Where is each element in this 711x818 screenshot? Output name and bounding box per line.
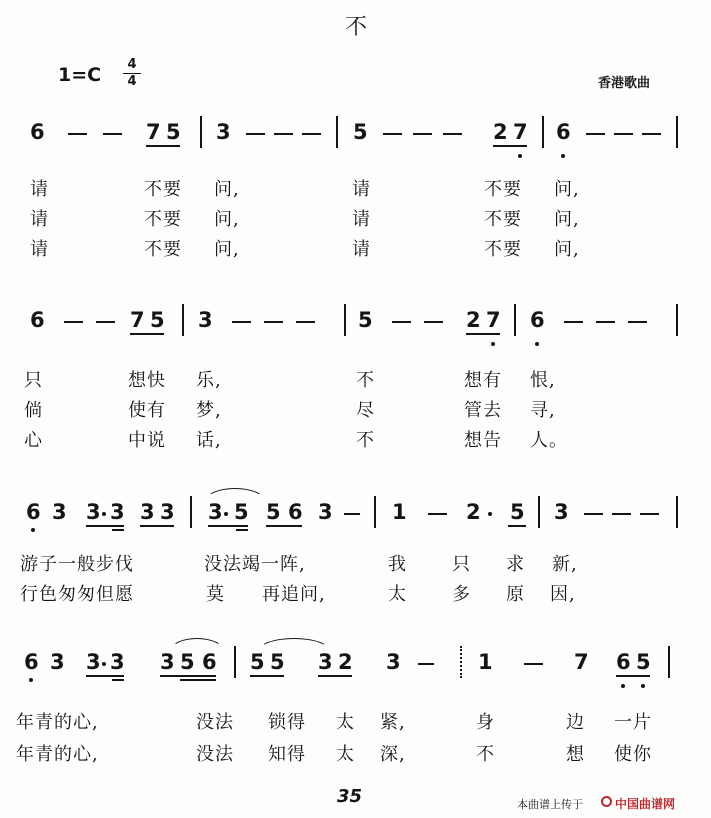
- lyric: 不要: [144, 239, 182, 260]
- barline: [190, 496, 192, 528]
- note: 3: [318, 650, 333, 674]
- note: 5: [180, 650, 195, 674]
- note: 2: [466, 500, 481, 524]
- lyric: 只: [452, 554, 471, 575]
- note: 6: [202, 650, 217, 674]
- note: 2: [466, 308, 481, 332]
- low-octave-dot: [518, 154, 522, 158]
- lyric: 请: [352, 239, 371, 260]
- barline: [182, 304, 184, 336]
- barline: [676, 304, 678, 336]
- dash: [296, 321, 315, 323]
- note: 3: [318, 500, 333, 524]
- dash: [564, 321, 583, 323]
- lyric: 问,: [554, 179, 580, 200]
- beam: [250, 675, 284, 677]
- dash: [586, 133, 605, 135]
- beam: [236, 529, 248, 531]
- beam: [112, 679, 124, 681]
- beam: [146, 145, 180, 147]
- beam: [266, 525, 302, 527]
- dash: [68, 133, 87, 135]
- note: 6: [530, 308, 545, 332]
- lyric: 中说: [128, 430, 166, 451]
- note: 7: [130, 308, 145, 332]
- lyric: 游子一般步伐: [20, 554, 134, 575]
- beam: [160, 675, 216, 677]
- beam: [466, 333, 500, 335]
- note: 6: [30, 308, 45, 332]
- note: 3: [198, 308, 213, 332]
- note: 7: [146, 120, 161, 144]
- dash: [103, 133, 122, 135]
- note: 5: [353, 120, 368, 144]
- beam: [493, 145, 527, 147]
- note: 6: [24, 650, 39, 674]
- page-number: 35: [337, 786, 363, 807]
- lyric: 不要: [484, 239, 522, 260]
- lyric: 太: [336, 712, 355, 733]
- dot-modifier: [102, 662, 106, 666]
- lyric: 不要: [484, 179, 522, 200]
- key-signature: 1=C: [58, 64, 102, 86]
- lyric: 话,: [196, 430, 222, 451]
- lyric: 请: [352, 209, 371, 230]
- lyric: 使你: [614, 744, 652, 765]
- lyric: 多: [452, 584, 471, 605]
- note: 3: [160, 650, 175, 674]
- beam: [180, 679, 216, 681]
- note: 6: [288, 500, 303, 524]
- time-sig-bottom: 4: [127, 74, 137, 89]
- dash: [596, 321, 615, 323]
- lyric: 管去: [464, 400, 502, 421]
- low-octave-dot: [29, 678, 33, 682]
- lyric: 一片: [614, 712, 652, 733]
- lyric: 问,: [554, 239, 580, 260]
- barline: [538, 496, 540, 528]
- note: 5: [250, 650, 265, 674]
- lyric: 莫: [206, 584, 225, 605]
- lyric: 人。: [530, 430, 568, 451]
- dash: [392, 321, 411, 323]
- note: 7: [486, 308, 501, 332]
- note: 3: [86, 500, 101, 524]
- barline: [234, 646, 236, 678]
- lyric: 边: [566, 712, 585, 733]
- lyric: 行色匆匆但愿: [20, 584, 134, 605]
- lyric: 年青的心,: [16, 712, 99, 733]
- note: 5: [234, 500, 249, 524]
- beam: [86, 675, 124, 677]
- beam: [616, 675, 650, 677]
- barline: [460, 646, 462, 678]
- note: 3: [50, 650, 65, 674]
- lyric: 寻,: [530, 400, 556, 421]
- barline: [200, 116, 202, 148]
- barline: [336, 116, 338, 148]
- low-octave-dot: [491, 342, 495, 346]
- dash: [428, 513, 447, 515]
- barline: [514, 304, 516, 336]
- lyric: 想有: [464, 370, 502, 391]
- dash: [524, 663, 543, 665]
- barline: [542, 116, 544, 148]
- staff-row-1: [0, 112, 711, 152]
- lyric: 因,: [550, 584, 576, 605]
- beam: [86, 525, 124, 527]
- lyric: 不: [476, 744, 495, 765]
- note: 7: [574, 650, 589, 674]
- note: 3: [110, 650, 125, 674]
- lyric: 梦,: [196, 400, 222, 421]
- lyric: 心: [24, 430, 43, 451]
- site-logo-icon: [601, 796, 612, 807]
- barline: [344, 304, 346, 336]
- page-title: 不: [345, 15, 368, 40]
- note: 3: [386, 650, 401, 674]
- barline: [676, 116, 678, 148]
- low-octave-dot: [561, 154, 565, 158]
- note: 3: [110, 500, 125, 524]
- lyric: 年青的心,: [16, 744, 99, 765]
- dash: [614, 133, 633, 135]
- dash: [418, 663, 434, 665]
- beam: [112, 529, 124, 531]
- barline: [374, 496, 376, 528]
- note: 6: [556, 120, 571, 144]
- staff-row-3: [0, 492, 711, 532]
- lyric: 新,: [552, 554, 578, 575]
- lyric: 不: [356, 430, 375, 451]
- beam: [318, 675, 352, 677]
- staff-row-2: [0, 300, 711, 340]
- lyric: 使有: [128, 400, 166, 421]
- dash: [232, 321, 251, 323]
- dash: [264, 321, 283, 323]
- note: 5: [150, 308, 165, 332]
- dash: [246, 133, 265, 135]
- lyric: 不: [356, 370, 375, 391]
- note: 1: [392, 500, 407, 524]
- note: 3: [216, 120, 231, 144]
- lyric: 请: [30, 209, 49, 230]
- dot-modifier: [102, 512, 106, 516]
- note: 5: [358, 308, 373, 332]
- lyric: 太: [336, 744, 355, 765]
- low-octave-dot: [621, 684, 625, 688]
- note: 6: [26, 500, 41, 524]
- time-sig-top: 4: [127, 57, 137, 72]
- note: 5: [266, 500, 281, 524]
- note: 7: [513, 120, 528, 144]
- dash: [302, 133, 321, 135]
- note: 5: [166, 120, 181, 144]
- lyric: 请: [30, 239, 49, 260]
- note: 3: [208, 500, 223, 524]
- dash: [640, 513, 659, 515]
- lyric: 没法竭一阵,: [204, 554, 306, 575]
- dash: [383, 133, 402, 135]
- lyric: 只: [24, 370, 43, 391]
- note: 3: [554, 500, 569, 524]
- lyric: 想告: [464, 430, 502, 451]
- dash: [413, 133, 432, 135]
- lyric: 原: [506, 584, 525, 605]
- dash: [96, 321, 115, 323]
- note: 3: [160, 500, 175, 524]
- note: 3: [140, 500, 155, 524]
- lyric: 问,: [214, 209, 240, 230]
- dash: [64, 321, 83, 323]
- dash: [274, 133, 293, 135]
- lyric: 倘: [24, 400, 43, 421]
- lyric: 深,: [380, 744, 406, 765]
- dot-modifier: [224, 512, 228, 516]
- lyric: 没法: [196, 712, 234, 733]
- site-link[interactable]: 中国曲谱网: [615, 797, 676, 811]
- lyric: 身: [476, 712, 495, 733]
- lyric: 尽: [356, 400, 375, 421]
- lyric: 锁得: [268, 712, 306, 733]
- upload-note: 本曲谱上传于: [517, 798, 583, 811]
- dash: [584, 513, 603, 515]
- lyric: 请: [352, 179, 371, 200]
- lyric: 没法: [196, 744, 234, 765]
- note: 2: [493, 120, 508, 144]
- note: 3: [86, 650, 101, 674]
- lyric: 不要: [144, 209, 182, 230]
- beam: [208, 525, 248, 527]
- lyric: 想: [566, 744, 585, 765]
- note: 2: [338, 650, 353, 674]
- dot-modifier: [488, 512, 492, 516]
- lyric: 知得: [268, 744, 306, 765]
- lyric: 请: [30, 179, 49, 200]
- beam: [508, 525, 526, 527]
- dash: [642, 133, 661, 135]
- time-signature: [123, 58, 141, 89]
- staff-row-4: [0, 642, 711, 682]
- low-octave-dot: [641, 684, 645, 688]
- dash: [424, 321, 443, 323]
- lyric: 不要: [484, 209, 522, 230]
- lyric: 不要: [144, 179, 182, 200]
- lyric: 问,: [214, 239, 240, 260]
- note: 1: [478, 650, 493, 674]
- song-source: 香港歌曲: [598, 76, 651, 91]
- note: 6: [30, 120, 45, 144]
- beam: [130, 333, 164, 335]
- barline: [668, 646, 670, 678]
- lyric: 乐,: [196, 370, 222, 391]
- lyric: 我: [388, 554, 407, 575]
- lyric: 紧,: [380, 712, 406, 733]
- note: 5: [510, 500, 525, 524]
- dash: [344, 513, 360, 515]
- barline: [676, 496, 678, 528]
- lyric: 问,: [554, 209, 580, 230]
- lyric: 恨,: [530, 370, 556, 391]
- beam: [140, 525, 174, 527]
- lyric: 求: [506, 554, 525, 575]
- lyric: 问,: [214, 179, 240, 200]
- low-octave-dot: [535, 342, 539, 346]
- dash: [443, 133, 462, 135]
- note: 5: [270, 650, 285, 674]
- lyric: 再追问,: [262, 584, 326, 605]
- low-octave-dot: [31, 528, 35, 532]
- note: 3: [52, 500, 67, 524]
- dash: [628, 321, 647, 323]
- lyric: 太: [388, 584, 407, 605]
- lyric: 想快: [128, 370, 166, 391]
- dash: [612, 513, 631, 515]
- note: 5: [636, 650, 651, 674]
- note: 6: [616, 650, 631, 674]
